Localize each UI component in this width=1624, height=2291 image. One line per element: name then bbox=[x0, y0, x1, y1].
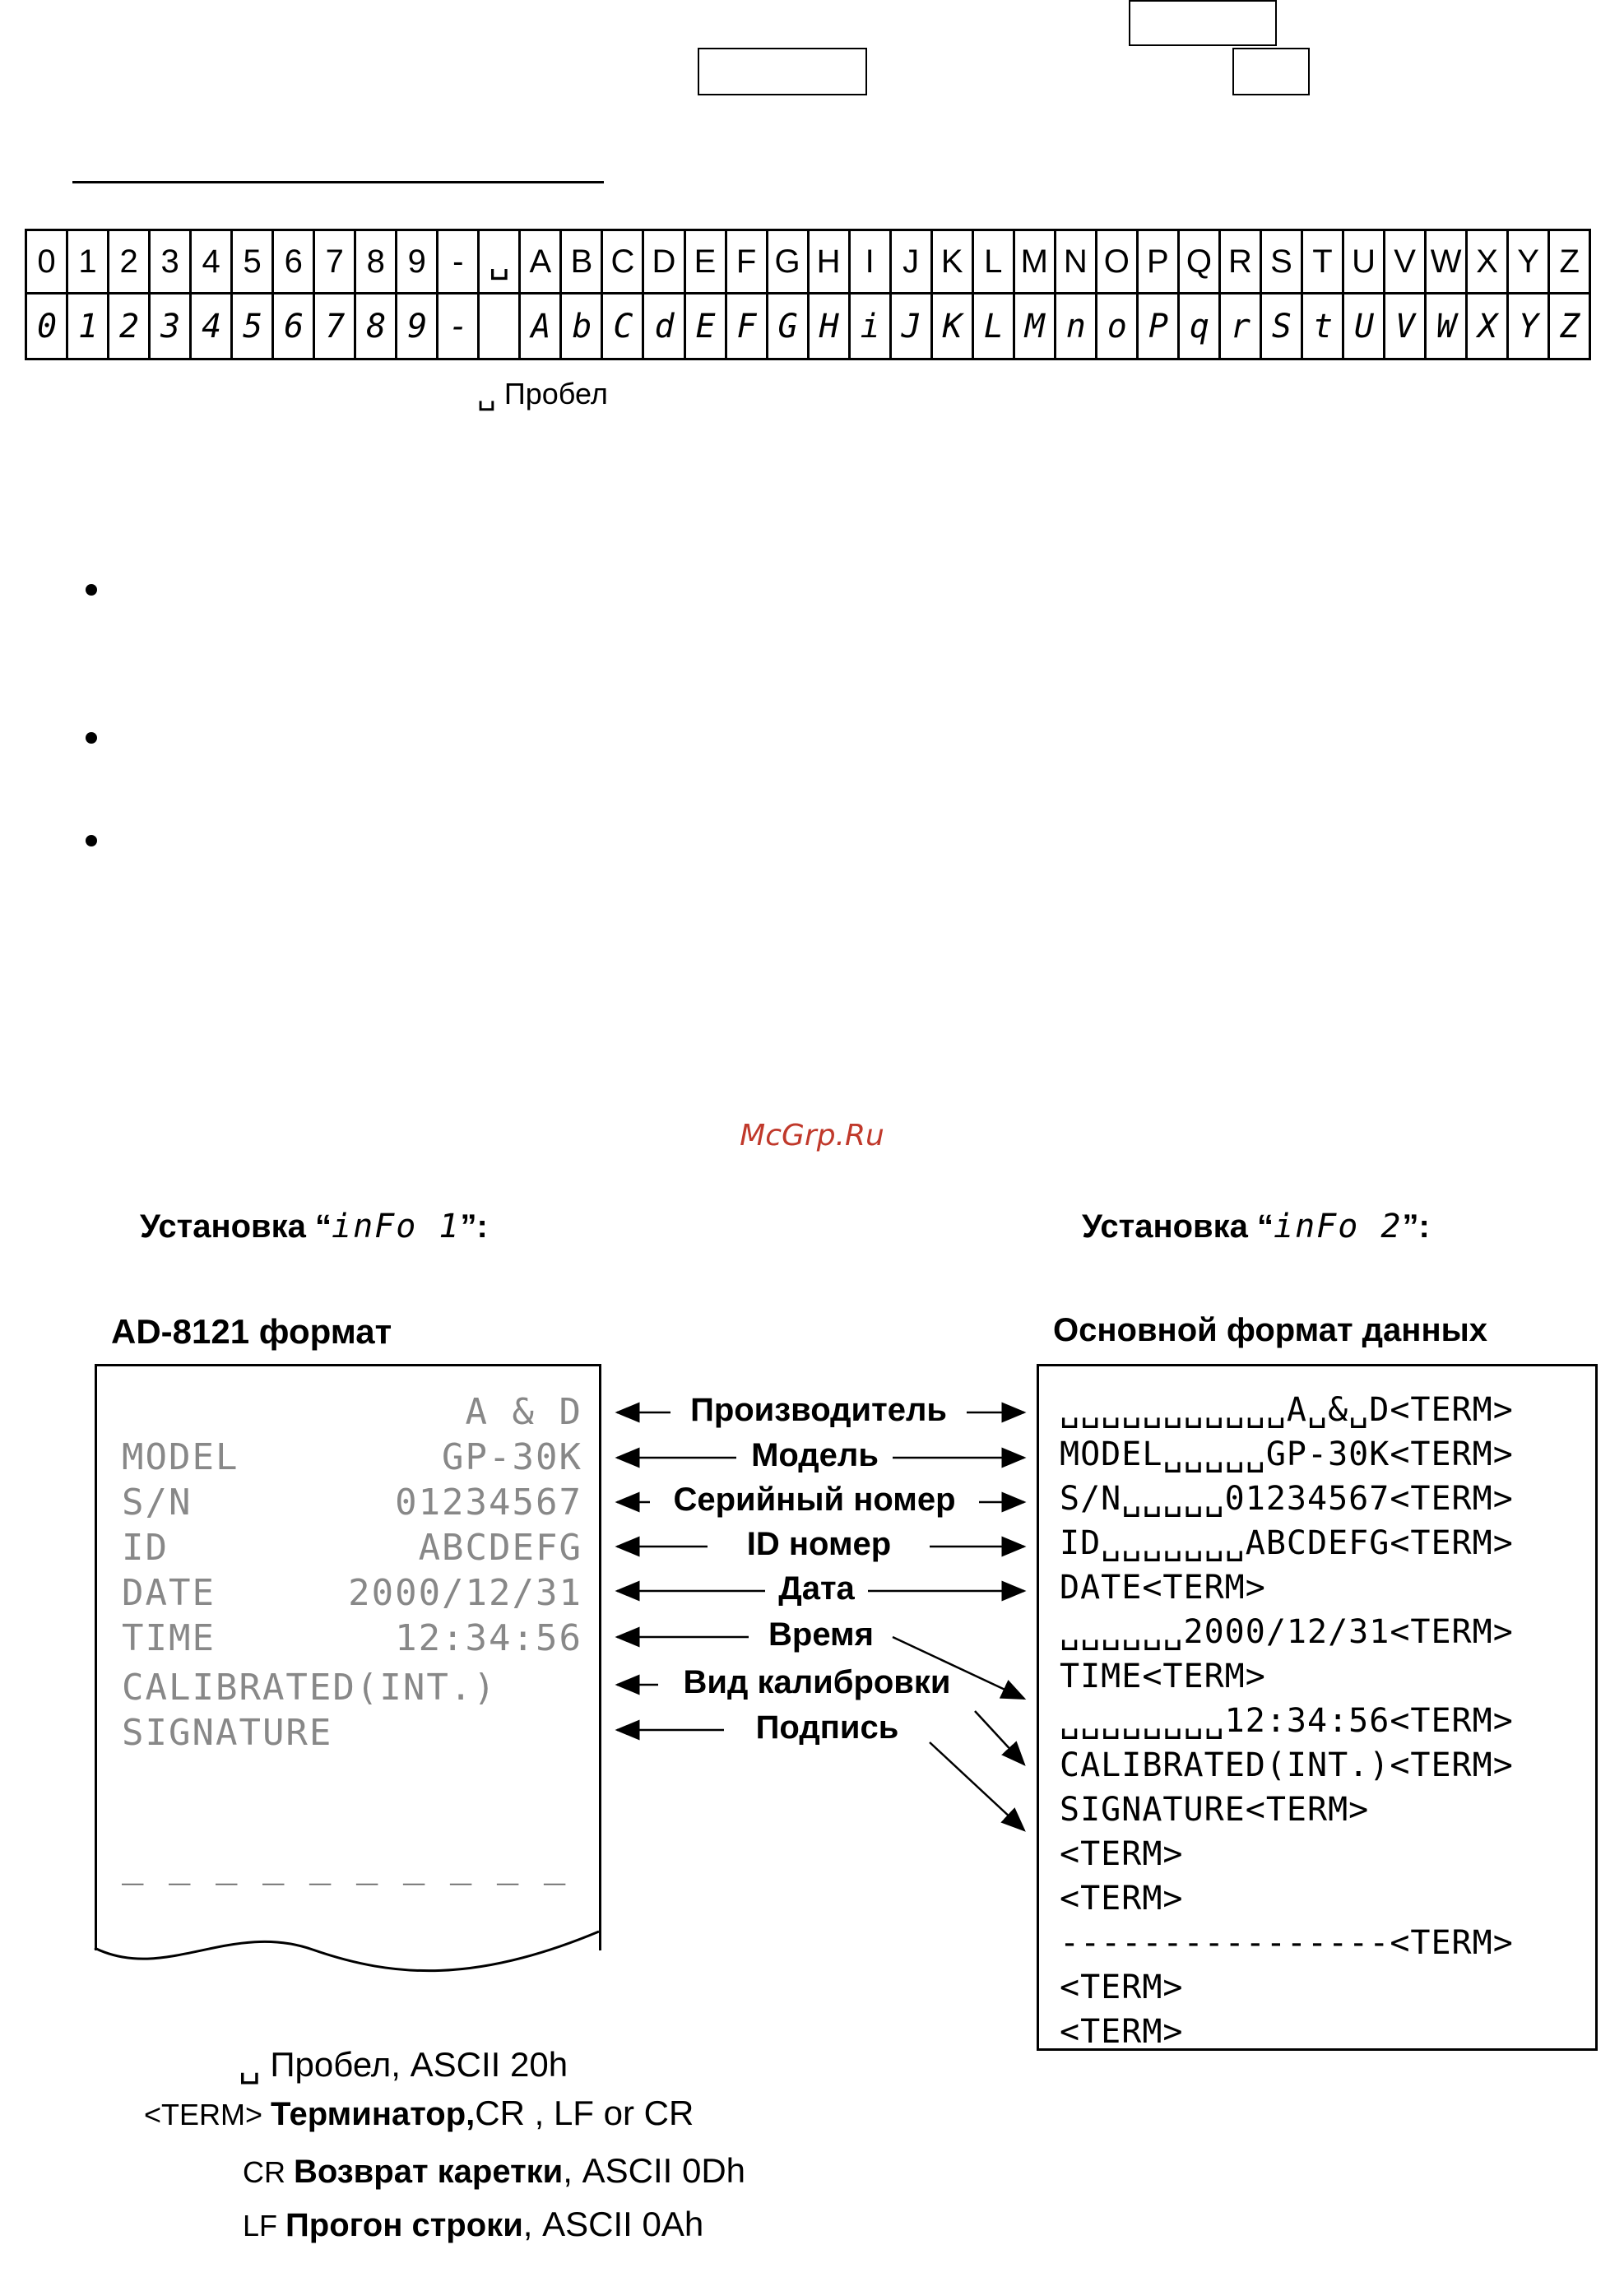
char-cell: M bbox=[1015, 231, 1056, 292]
data-format-line: ␣␣␣␣␣␣2000/12/31<TERM> bbox=[1060, 1613, 1514, 1651]
char-cell: E bbox=[686, 231, 727, 292]
segment-cell: P bbox=[1139, 294, 1180, 358]
char-cell: X bbox=[1468, 231, 1509, 292]
segment-cell: 1 bbox=[68, 294, 109, 358]
data-format-line: TIME<TERM> bbox=[1060, 1658, 1266, 1695]
char-cell: L bbox=[974, 231, 1015, 292]
segment-cell: r bbox=[1221, 294, 1262, 358]
char-cell: P bbox=[1139, 231, 1180, 292]
char-cell: S bbox=[1262, 231, 1303, 292]
segment-cell: 8 bbox=[356, 294, 397, 358]
receipt-line-value: GP-30K bbox=[442, 1436, 582, 1478]
receipt-line-value: 01234567 bbox=[395, 1482, 582, 1523]
data-format-line: <TERM> bbox=[1060, 1880, 1184, 1918]
field-label: Подпись bbox=[755, 1709, 899, 1746]
segment-cell: X bbox=[1468, 294, 1509, 358]
field-label: Вид калибровки bbox=[683, 1664, 951, 1700]
data-format-line: SIGNATURE<TERM> bbox=[1060, 1791, 1370, 1829]
segment-cell: o bbox=[1097, 294, 1139, 358]
receipt-line-label: SIGNATURE bbox=[122, 1712, 333, 1754]
receipt-line-value: A & D bbox=[465, 1391, 582, 1433]
field-label: Дата bbox=[778, 1570, 855, 1607]
legend-cr-tag: CR bbox=[243, 2155, 294, 2189]
segment-cell: 6 bbox=[274, 294, 315, 358]
char-cell: H bbox=[810, 231, 851, 292]
setting-info1-code: inFo 1 bbox=[332, 1208, 461, 1245]
segment-cell: 5 bbox=[233, 294, 274, 358]
char-cell: 8 bbox=[356, 231, 397, 292]
segment-cell: Y bbox=[1509, 294, 1550, 358]
char-cell: 2 bbox=[109, 231, 151, 292]
data-format-box bbox=[1037, 1364, 1598, 2051]
char-cell: J bbox=[892, 231, 933, 292]
setting-info2-prefix: Установка “ bbox=[1082, 1208, 1274, 1245]
char-cell: 3 bbox=[151, 231, 192, 292]
segment-cell: W bbox=[1427, 294, 1468, 358]
segment-cell: 0 bbox=[27, 294, 68, 358]
segment-cell: - bbox=[438, 294, 480, 358]
segment-cell: G bbox=[768, 294, 810, 358]
segment-cell: 3 bbox=[151, 294, 192, 358]
char-cell: 5 bbox=[233, 231, 274, 292]
legend-cr bbox=[243, 2151, 745, 2191]
char-cell: 6 bbox=[274, 231, 315, 292]
receipt-line-label: DATE bbox=[122, 1572, 216, 1614]
segment-cell: 4 bbox=[192, 294, 233, 358]
char-cell: 1 bbox=[68, 231, 109, 292]
setting-info1-prefix: Установка “ bbox=[140, 1208, 332, 1245]
legend-term bbox=[144, 2094, 694, 2133]
legend-cr-code: , ASCII 0Dh bbox=[563, 2151, 746, 2190]
segment-cell: F bbox=[727, 294, 768, 358]
legend-lf-tag: LF bbox=[243, 2209, 286, 2242]
field-label: Время bbox=[768, 1616, 874, 1653]
char-cell: I bbox=[851, 231, 892, 292]
segment-cell: L bbox=[974, 294, 1015, 358]
segment-cell: A bbox=[521, 294, 562, 358]
space-legend: ␣ Пробел bbox=[477, 377, 608, 410]
segment-cell: t bbox=[1303, 294, 1344, 358]
field-label: Производитель bbox=[690, 1392, 947, 1428]
data-format-line: <TERM> bbox=[1060, 1835, 1184, 1873]
char-cell: B bbox=[562, 231, 603, 292]
segment-cell: M bbox=[1015, 294, 1056, 358]
char-cell: C bbox=[603, 231, 644, 292]
char-cell: D bbox=[644, 231, 685, 292]
setting-info2-suffix: ”: bbox=[1402, 1208, 1430, 1245]
char-cell: A bbox=[521, 231, 562, 292]
legend-lf-code: , ASCII 0Ah bbox=[522, 2205, 704, 2243]
segment-cell: H bbox=[810, 294, 851, 358]
data-format-line: ID␣␣␣␣␣␣␣ABCDEFG<TERM> bbox=[1060, 1524, 1514, 1562]
char-cell: G bbox=[768, 231, 810, 292]
segment-cell: i bbox=[851, 294, 892, 358]
receipt-line-value: ABCDEFG bbox=[418, 1527, 582, 1569]
char-cell: Q bbox=[1180, 231, 1221, 292]
legend-space: ␣ Пробел, ASCII 20h bbox=[239, 2045, 568, 2084]
legend-term-codes: CR , LF or CR bbox=[475, 2094, 694, 2132]
receipt-line-label: ID bbox=[122, 1527, 169, 1569]
char-cell: 7 bbox=[315, 231, 356, 292]
segment-cell: q bbox=[1180, 294, 1221, 358]
char-cell: N bbox=[1056, 231, 1097, 292]
char-cell: Z bbox=[1559, 243, 1580, 280]
right-title: Основной формат данных bbox=[1053, 1312, 1488, 1348]
char-cell: F bbox=[727, 231, 768, 292]
segment-cell: n bbox=[1056, 294, 1097, 358]
left-title: AD-8121 формат bbox=[111, 1312, 392, 1351]
char-cell: U bbox=[1344, 231, 1385, 292]
receipt-line-label: CALIBRATED(INT.) bbox=[122, 1667, 497, 1709]
segment-cell: 2 bbox=[109, 294, 151, 358]
char-cell: R bbox=[1221, 231, 1262, 292]
segment-cell: S bbox=[1262, 294, 1303, 358]
field-label: Модель bbox=[751, 1437, 879, 1473]
segment-cell: b bbox=[562, 294, 603, 358]
char-cell: 4 bbox=[192, 231, 233, 292]
data-format-line: <TERM> bbox=[1060, 2013, 1184, 2051]
segment-cell: d bbox=[644, 294, 685, 358]
segment-cell: E bbox=[686, 294, 727, 358]
legend-lf-label: Прогон строки bbox=[285, 2207, 523, 2243]
segment-cell: C bbox=[603, 294, 644, 358]
receipt-line-label: MODEL bbox=[122, 1436, 239, 1478]
receipt-dash-line: _ _ _ _ _ _ _ _ _ _ bbox=[122, 1843, 568, 1885]
data-format-line: MODEL␣␣␣␣␣GP-30K<TERM> bbox=[1060, 1435, 1514, 1473]
setting-info1-suffix: ”: bbox=[460, 1208, 488, 1245]
segment-cell: J bbox=[892, 294, 933, 358]
char-cell: O bbox=[1097, 231, 1139, 292]
segment-cell: 9 bbox=[397, 294, 438, 358]
segment-cell: V bbox=[1385, 294, 1427, 358]
char-cell: 0 bbox=[27, 231, 68, 292]
data-format-line: ----------------<TERM> bbox=[1060, 1924, 1514, 1962]
legend-term-label: Терминатор, bbox=[271, 2096, 476, 2132]
segment-cell: Z bbox=[1560, 307, 1580, 346]
segment-cell: K bbox=[933, 294, 974, 358]
field-label: ID номер bbox=[746, 1526, 892, 1562]
char-cell: - bbox=[438, 231, 480, 292]
legend-term-tag: <TERM> bbox=[144, 2098, 271, 2131]
data-format-line: <TERM> bbox=[1060, 1969, 1184, 2006]
field-label: Серийный номер bbox=[673, 1482, 956, 1518]
char-cell: ␣ bbox=[480, 231, 521, 292]
data-format-line: S/N␣␣␣␣␣01234567<TERM> bbox=[1060, 1480, 1514, 1518]
char-cell: T bbox=[1303, 231, 1344, 292]
receipt-line-value: 2000/12/31 bbox=[348, 1572, 582, 1614]
char-cell: W bbox=[1427, 231, 1468, 292]
legend-lf bbox=[243, 2205, 703, 2244]
setting-info2-code: inFo 2 bbox=[1274, 1208, 1403, 1245]
receipt-line-value: 12:34:56 bbox=[395, 1617, 582, 1659]
data-format-line: ␣␣␣␣␣␣␣␣12:34:56<TERM> bbox=[1060, 1702, 1514, 1740]
segment-cell: 7 bbox=[315, 294, 356, 358]
watermark: McGrp.Ru bbox=[740, 1119, 884, 1152]
data-format-line: ␣␣␣␣␣␣␣␣␣␣␣A␣&␣D<TERM> bbox=[1060, 1391, 1514, 1429]
data-format-line: CALIBRATED(INT.)<TERM> bbox=[1060, 1746, 1514, 1784]
char-cell: V bbox=[1385, 231, 1427, 292]
legend-cr-label: Возврат каретки bbox=[294, 2154, 564, 2190]
data-format-line: DATE<TERM> bbox=[1060, 1569, 1266, 1607]
char-cell: Y bbox=[1509, 231, 1550, 292]
char-cell: 9 bbox=[397, 231, 438, 292]
segment-cell: U bbox=[1344, 294, 1385, 358]
receipt-line-label: TIME bbox=[122, 1617, 216, 1659]
receipt-line-label: S/N bbox=[122, 1482, 193, 1523]
char-cell: K bbox=[933, 231, 974, 292]
